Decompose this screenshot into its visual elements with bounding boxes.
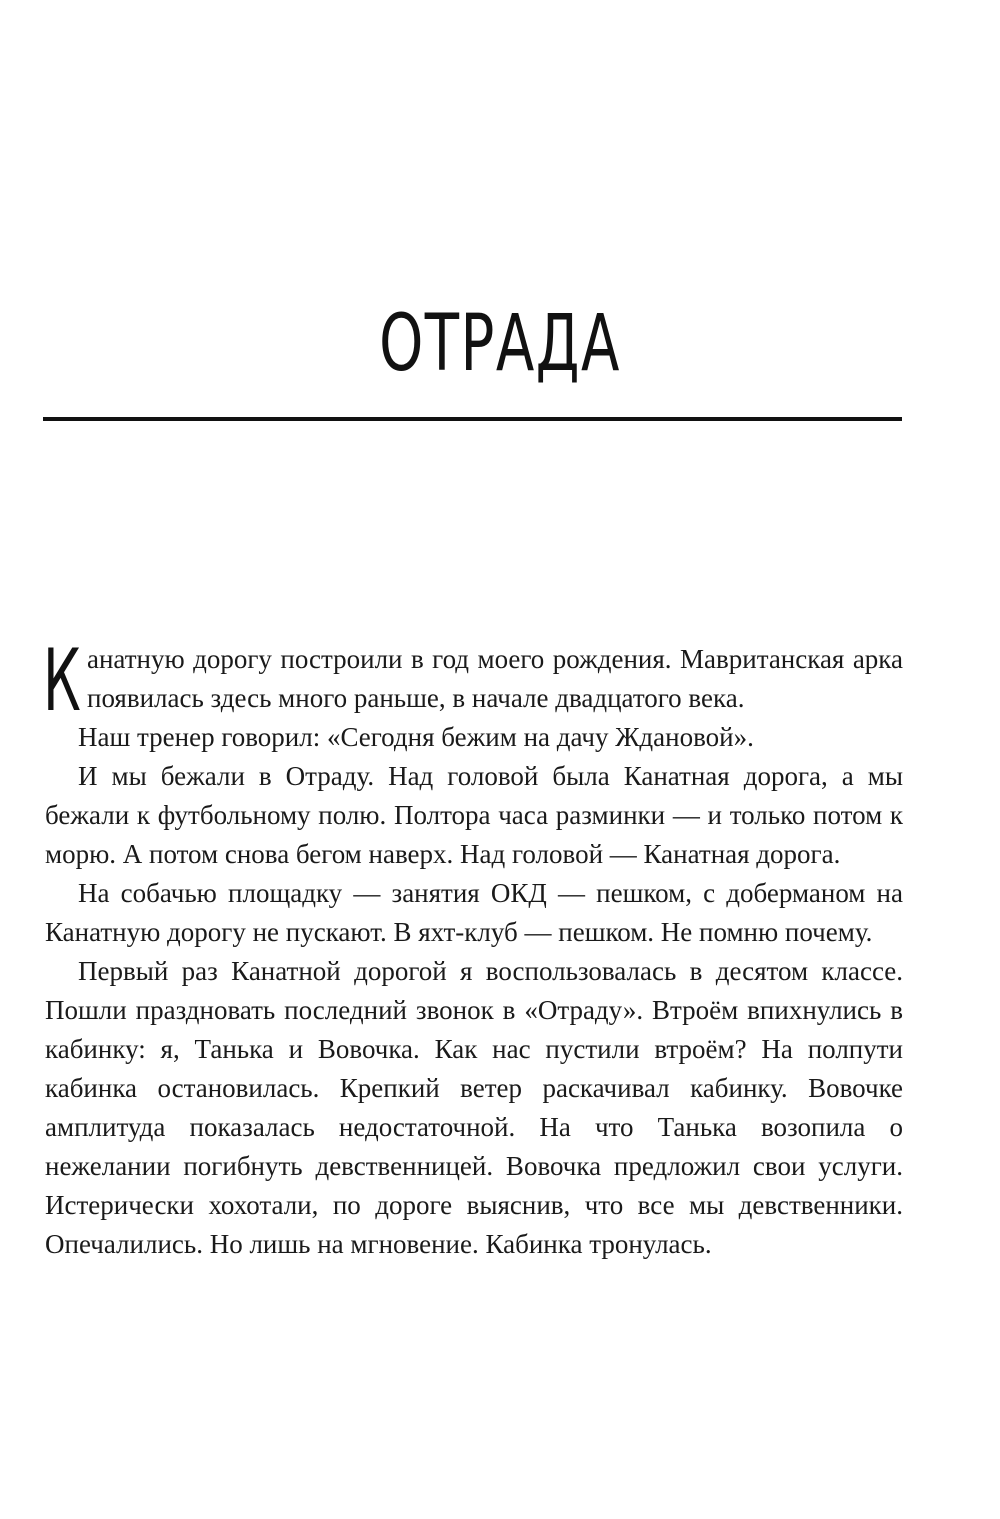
chapter-body (43, 631, 903, 1264)
paragraph-1-text: анатную дорогу построили в год моего рождения. Мавританская арка появилась здесь много раньше, в начале двадцатого века. (87, 644, 903, 713)
paragraph-5: Первый раз Канатной дорогой я воспользовалась в десятом классе. Пошли праздновать последний звонок в «Отраду». Втроём впихнулись в кабинку: я, Танька и Вовочка. Как нас пустили втроём? На полпути кабинка остановилась. Крепкий ветер раскачивал кабинку. Вовочке амплитуда показалась недостаточной. На что Танька возопила о нежелании погибнуть девственницей. Вовочка предложил свои услуги. Истерически хохотали, по дороге выяснив, что все мы девственники. Опечалились. Но лишь на мгновение. Кабинка тронулась. (45, 956, 903, 1259)
paragraph-3: И мы бежали в Отраду. Над головой была Канатная дорога, а мы бежали к футбольному полю. Полтора часа разминки — и только потом к морю. А потом снова бегом наверх. Над головой — Канатная дорога. (45, 761, 903, 869)
title-divider (43, 417, 902, 421)
drop-cap: К (43, 631, 81, 731)
paragraph-2: Наш тренер говорил: «Сегодня бежим на дачу Ждановой». (78, 722, 754, 752)
paragraph-4: На собачью площадку — занятия ОКД — пешком, с доберманом на Канатную дорогу не пускают. В яхт-клуб — пешком. Не помню почему. (45, 878, 903, 947)
chapter-title: ОТРАДА (379, 299, 621, 389)
paragraph-1 (43, 631, 903, 731)
